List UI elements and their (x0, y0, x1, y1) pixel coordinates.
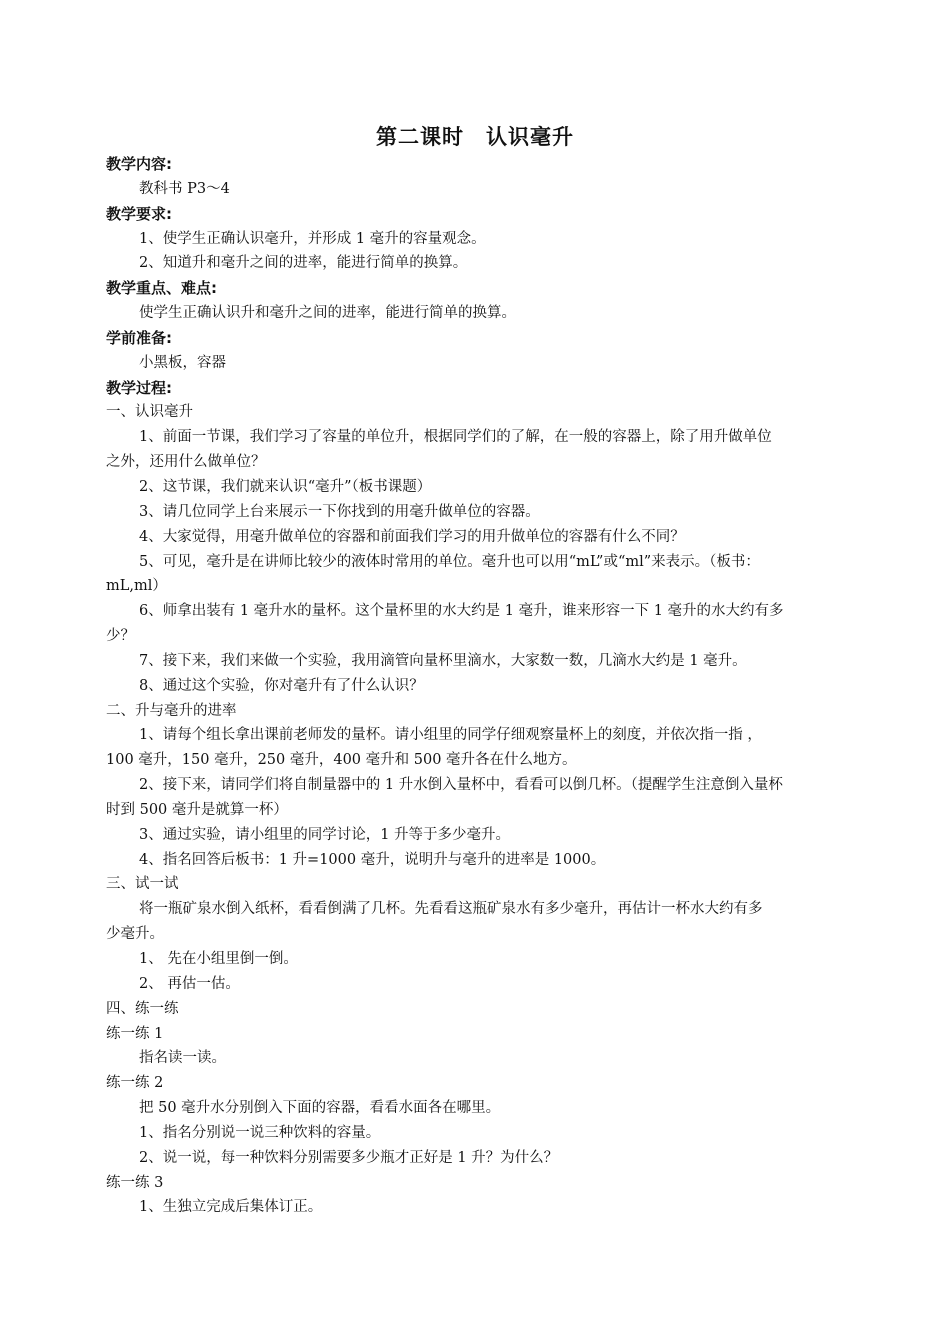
paragraph-line: 4、大家觉得，用毫升做单位的容器和前面我们学习的用升做单位的容器有什么不同？ (139, 528, 685, 545)
paragraph-line: 1、前面一节课，我们学习了容量的单位升，根据同学们的了解，在一般的容器上，除了用升做单位 (139, 429, 772, 446)
paragraph-line: 5、可见，毫升是在讲师比较少的液体时常用的单位。毫升也可以用“mL”或“ml”来表示。（板书： (139, 553, 760, 570)
lesson-body (106, 152, 848, 1220)
paragraph-line: 把 50 毫升水分别倒入下面的容器，看看水面各在哪里。 (139, 1100, 501, 1117)
part-heading: 一、认识毫升 (106, 404, 193, 421)
paragraph-line: 将一瓶矿泉水倒入纸杯，看看倒满了几杯。先看看这瓶矿泉水有多少毫升，再估计一杯水大约有多 (139, 901, 763, 918)
exercise-label: 练一练 3 (106, 1174, 164, 1191)
paragraph-line: 100 毫升，150 毫升，250 毫升，400 毫升和 500 毫升各在什么地方。 (106, 752, 577, 769)
teaching-content-heading: 教学内容: (106, 155, 172, 173)
paragraph-line: 1、生独立完成后集体订正。 (139, 1199, 323, 1216)
exercise-label: 练一练 2 (106, 1075, 164, 1092)
part-heading: 四、练一练 (106, 1000, 179, 1017)
requirement-item: 1、使学生正确认识毫升，并形成 1 毫升的容量观念。 (139, 230, 486, 247)
paragraph-line: 2、接下来，请同学们将自制量器中的 1 升水倒入量杯中，看看可以倒几杯。（提醒学生注意倒入量杯 (139, 777, 783, 794)
teaching-process-heading: 教学过程: (106, 378, 172, 397)
exercise-label: 练一练 1 (106, 1025, 164, 1042)
paragraph-line: 1、请每个组长拿出课前老师发的量杯。请小组里的同学仔细观察量杯上的刻度，并依次指一指 ， (139, 727, 762, 744)
page-title: 第二课时 认识毫升 (376, 125, 574, 149)
paragraph-line: 之外，还用什么做单位？ (106, 454, 266, 471)
paragraph-line: 4、指名回答后板书：1 升=1000 毫升，说明升与毫升的进率是 1000。 (139, 851, 606, 868)
paragraph-line: 7、接下来，我们来做一个实验，我用滴管向量杯里滴水，大家数一数，几滴水大约是 1 毫升。 (139, 652, 747, 669)
paragraph-line: 2、说一说，每一种饮料分别需要多少瓶才正好是 1 升？为什么？ (139, 1149, 559, 1166)
paragraph-line: 6、师拿出装有 1 毫升水的量杯。这个量杯里的水大约是 1 毫升，谁来形容一下 1 毫升的水大约有多 (139, 603, 784, 620)
teaching-content-text: 教科书 P3～4 (139, 180, 230, 197)
paragraph-line: 8、通过这个实验，你对毫升有了什么认识？ (139, 677, 424, 694)
paragraph-line: 1、 先在小组里倒一倒。 (139, 951, 298, 967)
paragraph-line: 少？ (106, 628, 135, 645)
key-points-heading: 教学重点、难点: (106, 279, 217, 298)
part-heading: 二、升与毫升的进率 (106, 702, 237, 719)
paragraph-line: 1、指名分别说一说三种饮料的容量。 (139, 1124, 381, 1141)
teaching-requirements-heading: 教学要求: (106, 204, 172, 223)
paragraph-line: 2、这节课，我们就来认识“毫升”（板书课题） (139, 478, 432, 495)
paragraph-line: 少毫升。 (106, 926, 164, 943)
paragraph-line: 3、请几位同学上台来展示一下你找到的用毫升做单位的容器。 (139, 503, 540, 520)
preparation-text: 小黑板，容器 (139, 354, 226, 371)
paragraph-line: 时到 500 毫升是就算一杯） (106, 801, 288, 818)
paragraph-line: mL,ml） (106, 578, 167, 595)
key-points-text: 使学生正确认识升和毫升之间的进率，能进行简单的换算。 (139, 305, 516, 322)
preparation-heading: 学前准备: (106, 328, 172, 347)
paragraph-line: 2、 再估一估。 (139, 975, 240, 992)
paragraph-line: 3、通过实验，请小组里的同学讨论，1 升等于多少毫升。 (139, 826, 511, 843)
part-heading: 三、试一试 (106, 876, 179, 893)
paragraph-line: 指名读一读。 (139, 1050, 226, 1067)
requirement-item: 2、知道升和毫升之间的进率，能进行简单的换算。 (139, 255, 468, 272)
